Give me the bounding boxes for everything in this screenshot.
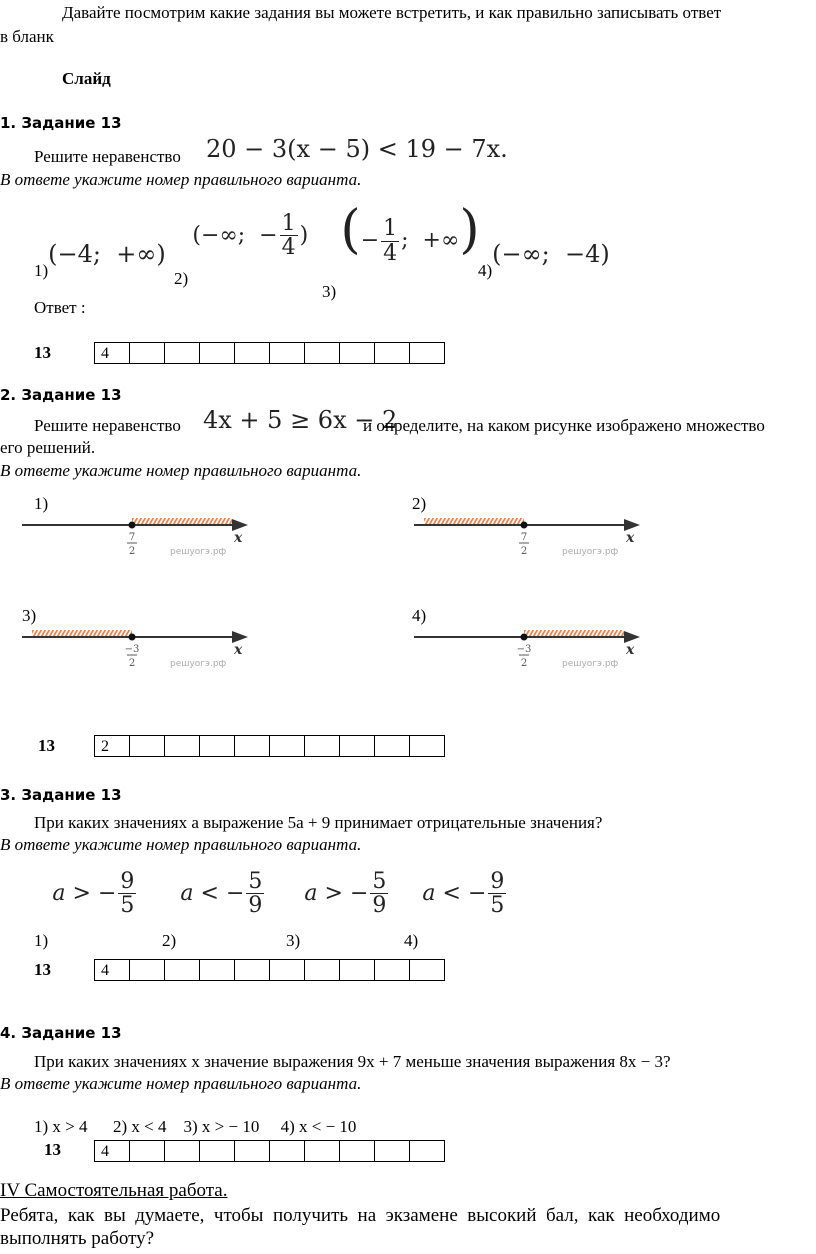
answer-cell[interactable] [269,735,305,757]
task-1-answer-grid[interactable] [94,342,445,364]
task-2-answer-grid[interactable] [94,735,445,757]
task-4-header: 4. Задание 13 [0,1024,122,1042]
answer-cell[interactable] [409,735,445,757]
answer-cell[interactable] [374,342,410,364]
task-2-picture-4-num: 4) [412,606,427,625]
answer-cell[interactable] [234,735,270,757]
answer-cell[interactable] [304,1140,340,1162]
task-2-picture-4 [414,620,644,680]
task-4-instruction: В ответе укажите номер правильного варианта. [0,1074,362,1093]
svg-text:7: 7 [520,532,528,543]
answer-cell[interactable]: 2 [94,735,130,757]
task-2-picture-3-num: 3) [22,606,37,625]
answer-cell[interactable] [304,959,340,981]
answer-cell[interactable] [339,735,375,757]
answer-cell[interactable] [374,1140,410,1162]
answer-cell[interactable] [129,959,165,981]
answer-cell[interactable] [269,1140,305,1162]
answer-cell[interactable] [339,342,375,364]
section-text-2: выполнять работу? [0,1228,155,1249]
task-4-options: 1) x > 4 2) x < 4 3) x > − 10 4) x < − 10 [34,1117,357,1136]
answer-cell[interactable] [164,1140,200,1162]
task-1-option-2: 2) (−∞; − $\frac{1}{4}$ ) [174,211,309,288]
task-2-header: 2. Задание 13 [0,386,122,404]
task-2-picture-1-num: 1) [34,494,49,513]
answer-cell[interactable] [409,342,445,364]
task-2-instruction: В ответе укажите номер правильного варианта. [0,461,362,480]
svg-text:2: 2 [128,546,136,557]
task-4-prompt: При каких значениях x значение выражения 9x + 7 меньше значения выражения 8x − 3? [34,1052,671,1071]
task-1-option-3: 3) (− $\frac{1}{4}$ ; +∞) [322,200,480,301]
answer-cell[interactable]: 4 [94,959,130,981]
answer-cell[interactable] [409,1140,445,1162]
svg-text:x: x [234,530,243,546]
answer-cell[interactable] [164,342,200,364]
answer-cell[interactable] [269,959,305,981]
answer-cell[interactable] [409,959,445,981]
intro-line-1: Давайте посмотрим какие задания вы можете встретить, и как правильно записывать ответ [62,3,722,22]
svg-text:x: x [626,530,635,546]
answer-cell[interactable] [164,735,200,757]
answer-cell[interactable] [199,735,235,757]
task-1-option-4: 4)(−∞; −4) [478,240,610,280]
svg-text:x: x [234,642,243,658]
task-1-option-1: 1)(−4; +∞) [34,240,166,280]
answer-cell[interactable] [339,959,375,981]
svg-text:−3: −3 [516,644,532,655]
svg-text:решуогэ.рф: решуогэ.рф [562,547,619,557]
svg-text:решуогэ.рф: решуогэ.рф [562,659,619,669]
task-3-prompt: При каких значениях a выражение 5a + 9 принимает отрицательные значения? [34,813,603,832]
answer-cell[interactable] [199,1140,235,1162]
task-1-instruction: В ответе укажите номер правильного варианта. [0,170,362,189]
task-2-picture-2 [414,508,644,568]
svg-text:решуогэ.рф: решуогэ.рф [170,547,227,557]
task-1-answer-label: Ответ : [34,298,86,317]
svg-text:решуогэ.рф: решуогэ.рф [170,659,227,669]
answer-cell[interactable] [199,342,235,364]
task-2-prompt: Решите неравенство [34,416,181,435]
answer-cell[interactable] [304,342,340,364]
answer-cell[interactable] [304,735,340,757]
answer-cell[interactable] [234,959,270,981]
svg-text:2: 2 [520,546,528,557]
task-3-option-3: 3) a > − $\frac{5}{9}$ [286,869,387,950]
slide-heading: Слайд [62,69,111,88]
answer-cell[interactable] [129,342,165,364]
task-3-option-2: 2) a < − $\frac{5}{9}$ [162,869,263,950]
answer-cell[interactable] [339,1140,375,1162]
svg-text:−3: −3 [124,644,140,655]
svg-text:x: x [626,642,635,658]
answer-cell[interactable] [374,735,410,757]
answer-cell[interactable]: 4 [94,1140,130,1162]
section-title: IV Самостоятельная работа. [0,1180,228,1201]
task-3-option-1: 1) a > − $\frac{9}{5}$ [34,869,135,950]
task-2-row-label: 13 [38,736,55,755]
task-2-prompt-cont: и определите, на каком рисунке изображено множество [363,416,765,435]
task-2-inequality: 4x + 5 ≥ 6x − 2 [203,406,398,434]
task-1-inequality: 20 − 3(x − 5) < 19 − 7x. [206,135,508,163]
task-4-row-label: 13 [44,1140,61,1159]
task-3-header: 3. Задание 13 [0,786,122,804]
task-3-option-4: 4) a < − $\frac{9}{5}$ [404,869,505,950]
task-3-row-label: 13 [34,960,51,979]
task-2-picture-1 [22,508,252,568]
answer-cell[interactable]: 4 [94,342,130,364]
answer-cell[interactable] [234,1140,270,1162]
answer-cell[interactable] [164,959,200,981]
answer-cell[interactable] [129,1140,165,1162]
svg-text:7: 7 [128,532,136,543]
svg-text:2: 2 [128,658,136,669]
task-3-answer-grid[interactable] [94,959,445,981]
task-1-header: 1. Задание 13 [0,114,122,132]
task-1-row-label: 13 [34,343,51,362]
answer-cell[interactable] [269,342,305,364]
task-2-prompt-cont-2: его решений. [0,438,96,457]
task-4-answer-grid[interactable] [94,1140,445,1162]
task-1-prompt: Решите неравенство [34,147,181,166]
answer-cell[interactable] [199,959,235,981]
task-3-instruction: В ответе укажите номер правильного варианта. [0,835,362,854]
answer-cell[interactable] [374,959,410,981]
section-text-1: Ребята, как вы думаете, чтобы получить на экзамене высокий бал, как необходимо [0,1205,721,1226]
task-2-picture-3 [22,620,252,680]
task-2-picture-2-num: 2) [412,494,427,513]
answer-cell[interactable] [129,735,165,757]
intro-line-2: в бланк [0,27,54,46]
svg-text:2: 2 [520,658,528,669]
answer-cell[interactable] [234,342,270,364]
